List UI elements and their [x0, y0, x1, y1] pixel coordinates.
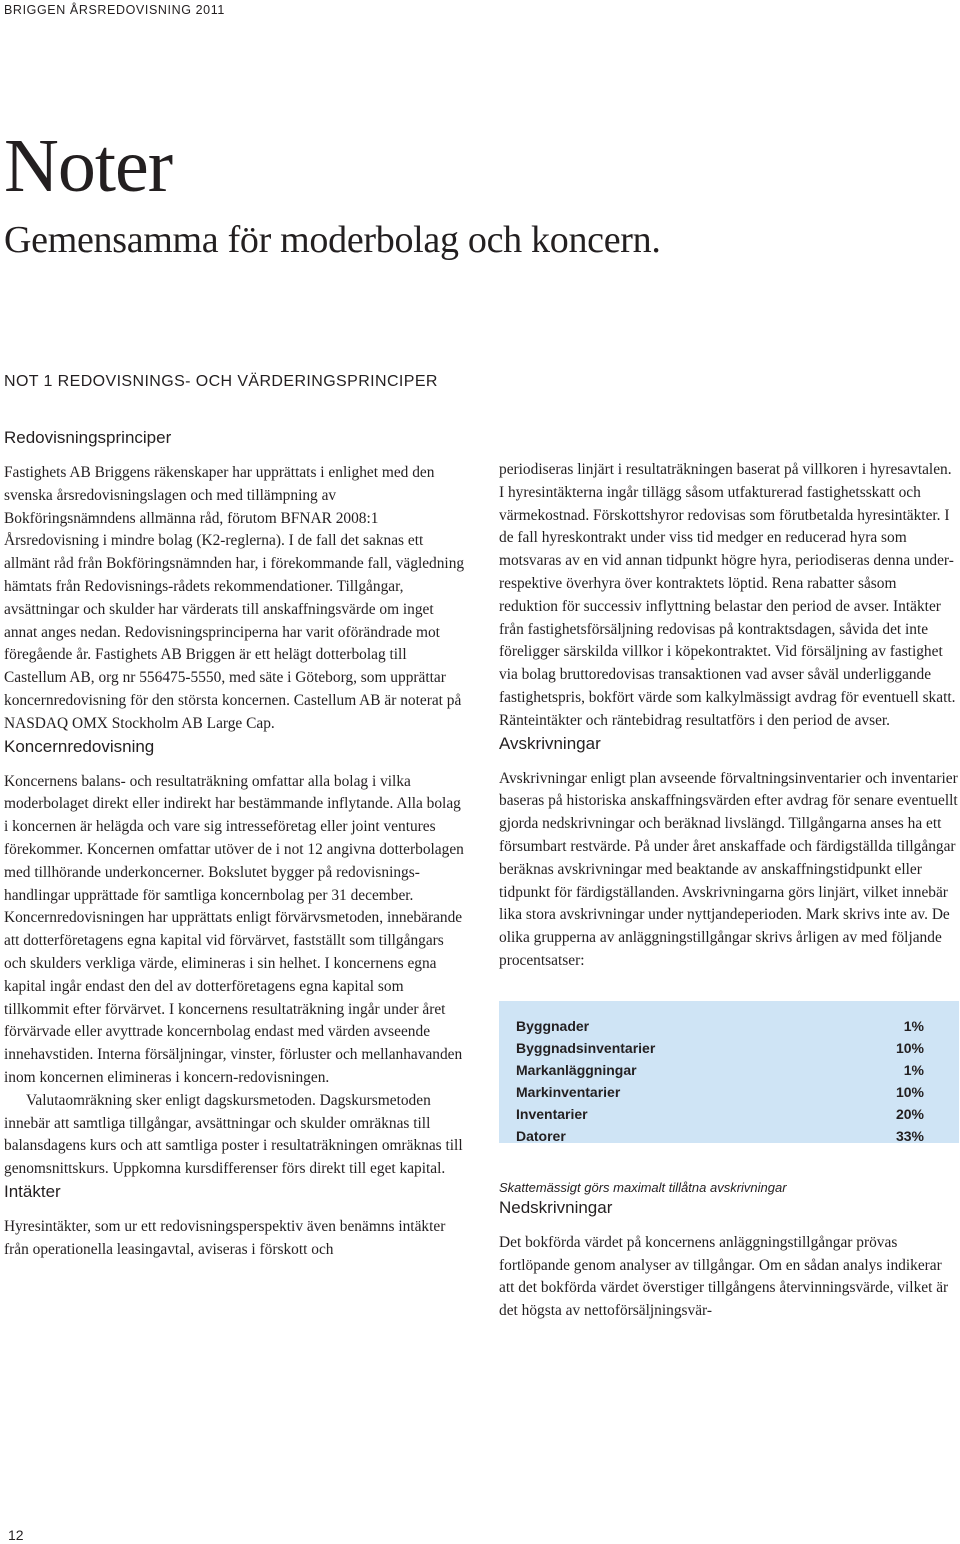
depreciation-rates-table — [499, 1001, 959, 1143]
table-row — [516, 1081, 924, 1103]
right-column — [499, 459, 959, 1323]
rate-value: 1% — [903, 1061, 924, 1078]
section-heading-intakter: Intäkter — [4, 1181, 61, 1201]
section-body-avskrivningar: Avskrivningar enligt plan avseende förvaltningsinventarier och inventarier baseras på historiska anskaffningsvärden efter avdrag för senare eventuellt gjorda nedskrivningar och beräknad livslängd. Tillgångarna anses ha ett försumbart restvärde. På under året anskaffade och färdigställda tillgångar beräknas avskrivningar med beaktande av anskaffningstidpunkt eller tidpunkt för färdigställanden. Avskrivningarna görs linjärt, vilket innebär lika stora avskrivningar under nyttjandeperioden. Mark skrivs inte av. De olika grupperna av anläggningstillgångar skrivs årligen av med följande procentsatser: — [499, 769, 958, 969]
note-heading: NOT 1 REDOVISNINGS- OCH VÄRDERINGSPRINCIPER — [4, 373, 438, 390]
rate-value: 10% — [895, 1083, 924, 1100]
section-heading-koncernredovisning: Koncernredovisning — [4, 736, 155, 756]
section-body-nedskrivningar: Det bokförda värdet på koncernens anläggningstillgångar prövas fortlöpande genom analyser av tillgångar. Om en sådan analys indikerar att det bokförda värdet överstiger tillgångens återvinningsvärde, vilket är det högsta av nettoförsäljningsvär- — [499, 1233, 949, 1320]
page-title: Noter — [4, 124, 173, 208]
table-row — [516, 1015, 924, 1037]
page-number: 12 — [8, 1527, 24, 1543]
section-body-intakter: Hyresintäkter, som ur ett redovisningsperspektiv även benämns intäkter från operationella leasingavtal, aviseras i förskott och — [4, 1217, 446, 1258]
rate-value: 20% — [895, 1105, 924, 1122]
section-body-intakter-continued: periodiseras linjärt i resultaträkningen baserat på villkoren i hyresavtalen. I hyresintäkterna ingår tillägg såsom utfakturerad fastighetsskatt och värmekostnad. Förskottshyror redovisas som förutbetalda hyresintäkter. I de fall hyreskontrakt under viss tid medger en reducerad hyra som motsvaras av en vid annan tidpunkt högre hyra, periodiseras denna under- respektive överhyra över kontraktets löptid. Rena rabatter såsom reduktion för successiv inflyttning belastar den period de avser. Intäkter från fastighetsförsäljning redovisas på kontraktsdagen, såvida det inte föreligger särskilda villkor i köpekontraktet. Vid försäljning av fastighet via bolag bruttoredovisas transaktionen vad avser såväl underliggande fastighetspris, bokfört värde som kalkylmässigt avdrag för eventuell skatt. Ränteintäkter och räntebidrag resultatförs i den period de avser. — [499, 461, 956, 729]
rate-label: Inventarier — [516, 1105, 588, 1122]
table-row — [516, 1037, 924, 1059]
section-body-redovisningsprinciper: Fastighets AB Briggens räkenskaper har upprättats i enlighet med den svenska årsredovisningslagen och med tillämpning av Bokföringsnämndens allmänna råd, förutom BFNAR 2008:1 Årsredovisning i mindre bolag (K2-reglerna). I de fall det saknas ett allmänt råd från Bokföringsnämnden har, i förekommande fall, vägledning hämtats från Redovisnings-rådets rekommendationer. Tillgångar, avsättningar och skulder har värderats till anskaffningsvärde om inget annat anges nedan. Redovisningsprinciperna har varit oförändrade mot föregående år. Fastighets AB Briggen är ett helägt dotterbolag till Castellum AB, org nr 556475-5550, med säte i Göteborg, som upprättar koncernredovisning för den största koncernen. Castellum AB är noterat på NASDAQ OMX Stockholm AB Large Cap. — [4, 464, 465, 732]
table-row — [516, 1059, 924, 1081]
running-head: BRIGGEN ÅRSREDOVISNING 2011 — [4, 3, 225, 17]
rate-label: Markanläggningar — [516, 1061, 637, 1078]
rate-value: 1% — [903, 1017, 924, 1034]
rate-label: Markinventarier — [516, 1083, 621, 1100]
table-row — [516, 1103, 924, 1125]
rate-value: 33% — [895, 1127, 924, 1144]
rate-label: Byggnadsinventarier — [516, 1039, 656, 1056]
left-column — [4, 427, 466, 1262]
section-heading-avskrivningar: Avskrivningar — [499, 733, 601, 753]
page-subtitle: Gemensamma för moderbolag och koncern. — [4, 219, 661, 261]
section-body-koncernredovisning: Koncernens balans- och resultaträkning omfattar alla bolag i vilka moderbolaget direkt eller indirekt har bestämmande inflytande. Alla bolag i koncernen är helägda och vare sig intresseföretag eller joint ventures förekommer. Koncernen omfattar utöver de i not 12 angivna dotterbolagen med tillhörande underkoncerner. Bokslutet bygger på redovisnings-handlingar upprättade för samtliga koncernbolag per 31 december. Koncernredovisningen har upprättats enligt förvärvsmetoden, innebärande att dotterföretagens egna kapital vid förvärvet, fastställt som tillgångars och skulders verkliga värde, elimineras i sin helhet. I koncernens egna kapital ingår endast den del av dotterföretagens egna kapital som tillkommit efter förvärvet. I koncernens resultaträkning ingår under året förvärvade eller avyttrade koncernbolag endast med värden avseende innehavstiden. Interna försäljningar, vinster, förluster och mellanhavanden inom koncernen elimineras i koncern-redovisningen. — [4, 772, 464, 1086]
table-row — [516, 1125, 924, 1147]
rate-value: 10% — [895, 1039, 924, 1056]
rate-label: Byggnader — [516, 1017, 590, 1034]
depreciation-rates-note: Skattemässigt görs maximalt tillåtna avskrivningar — [499, 1179, 787, 1195]
section-heading-redovisningsprinciper: Redovisningsprinciper — [4, 428, 172, 447]
rate-label: Datorer — [516, 1127, 566, 1144]
section-body-valutaomrakning: Valutaomräkning sker enligt dagskursmetoden. Dagskursmetoden innebär att samtliga tillgångar, avsättningar och skulder omräknas till balansdagens kurs och att samtliga poster i resultaträkningen omräknas till genomsnittskurs. Uppkomna kursdifferenser förs direkt till eget kapital. — [4, 1091, 463, 1178]
section-heading-nedskrivningar: Nedskrivningar — [499, 1197, 613, 1217]
